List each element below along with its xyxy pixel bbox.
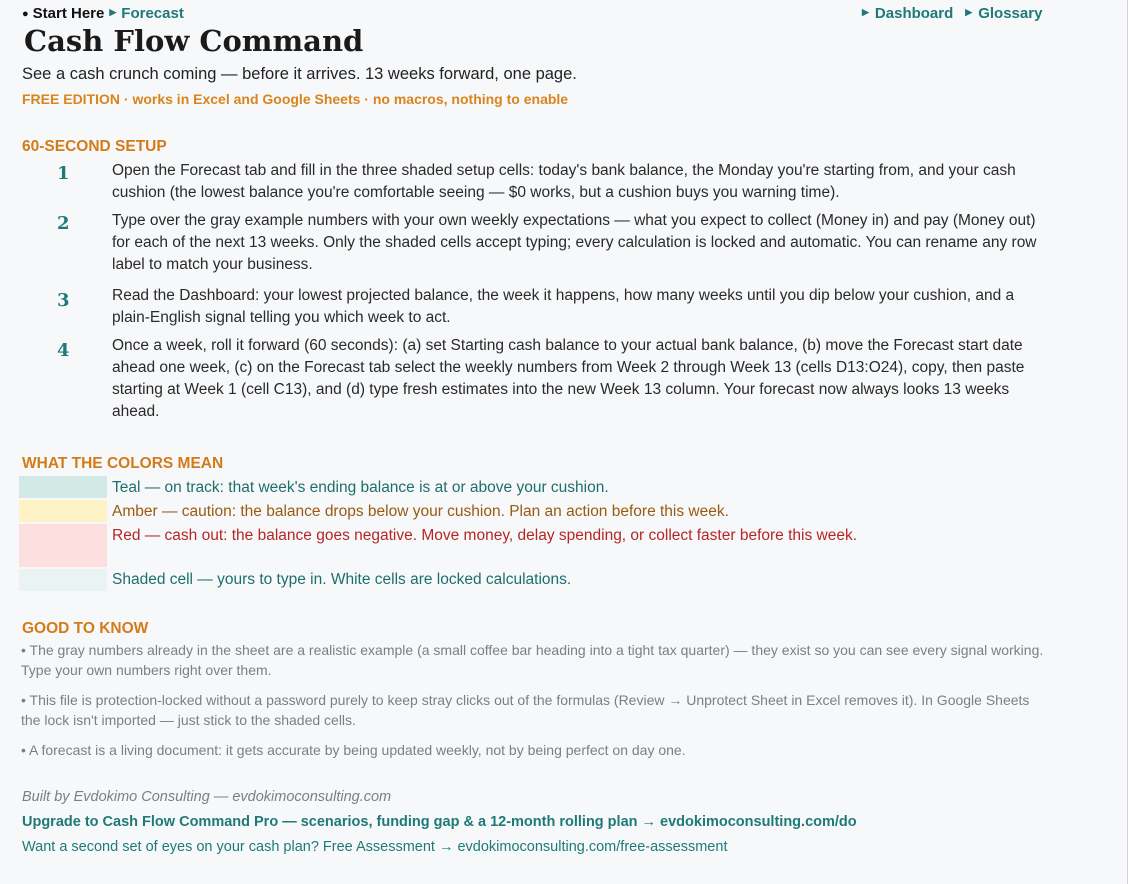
triangle-right-icon: ▶	[109, 7, 117, 17]
bullet-dot-icon: ●	[22, 7, 29, 20]
triangle-right-icon: ▶	[862, 7, 869, 17]
red-swatch	[19, 524, 107, 567]
colors-heading: WHAT THE COLORS MEAN	[22, 455, 224, 472]
step-number: 3	[57, 290, 70, 311]
step-text: Type over the gray example numbers with your own weekly expectations — what you expect to collect (Money in) and pay (Money out) for each of the next 13 weeks. Only the shaded cells accept typing; every calculation is locked and automatic. You can rename any row label to match your business.	[112, 212, 1037, 273]
step-text: Open the Forecast tab and fill in the three shaded setup cells: today's bank balance, the Monday you're starting from, and your cash cushion (the lowest balance you're comfortable seeing — $0 works, but a cushion buys you warning time).	[112, 162, 1016, 201]
top-nav-right	[862, 5, 1042, 22]
start-here-label: Start Here	[32, 5, 105, 22]
edition-note: FREE EDITION · works in Excel and Google Sheets · no macros, nothing to enable	[22, 91, 569, 107]
upgrade-link[interactable]: Upgrade to Cash Flow Command Pro — scenarios, funding gap & a 12-month rolling plan → evdokimoconsulting.com/do	[22, 814, 857, 830]
shaded-swatch	[19, 569, 107, 591]
tip-item: • A forecast is a living document: it gets accurate by being updated weekly, not by being perfect on day one.	[21, 742, 686, 758]
tip-item: • This file is protection-locked without a password purely to keep stray clicks out of the formulas (Review → Unprotect Sheet in Excel removes it). In Google Sheets the lock isn't imported — just stick to the shaded cells.	[21, 692, 1030, 728]
dashboard-link[interactable]: Dashboard	[874, 5, 954, 22]
good-to-know-heading: GOOD TO KNOW	[22, 620, 149, 637]
shaded-legend-text: Shaded cell — yours to type in. White cells are locked calculations.	[112, 571, 572, 588]
amber-legend-text: Amber — caution: the balance drops below your cushion. Plan an action before this week.	[112, 503, 729, 520]
free-assessment-link[interactable]: Want a second set of eyes on your cash plan? Free Assessment → evdokimoconsulting.com/free-assessment	[22, 839, 728, 855]
teal-swatch	[19, 476, 107, 498]
red-legend-text: Red — cash out: the balance goes negative. Move money, delay spending, or collect faster before this week.	[112, 527, 857, 544]
top-nav-left	[22, 5, 184, 22]
step-number: 4	[57, 340, 70, 361]
step-number: 2	[57, 213, 70, 234]
page-subtitle: See a cash crunch coming — before it arrives. 13 weeks forward, one page.	[22, 65, 577, 83]
teal-legend-text: Teal — on track: that week's ending balance is at or above your cushion.	[112, 479, 609, 496]
amber-swatch	[19, 500, 107, 522]
tip-item: • The gray numbers already in the sheet are a realistic example (a small coffee bar heading into a tight tax quarter) — they exist so you can see every signal working. Type your own numbers right over them.	[21, 642, 1044, 678]
built-by-credit: Built by Evdokimo Consulting — evdokimoconsulting.com	[22, 789, 392, 805]
triangle-right-icon: ▶	[965, 7, 973, 17]
forecast-link[interactable]: Forecast	[121, 5, 184, 22]
page-title: Cash Flow Command	[24, 24, 364, 58]
glossary-link[interactable]: Glossary	[978, 5, 1043, 22]
step-text: Read the Dashboard: your lowest projected balance, the week it happens, how many weeks until you dip below your cushion, and a plain-English signal telling you which week to act.	[112, 287, 1015, 326]
setup-heading: 60-SECOND SETUP	[22, 138, 167, 155]
step-number: 1	[57, 163, 70, 184]
step-text: Once a week, roll it forward (60 seconds): (a) set Starting cash balance to your actual bank balance, (b) move the Forecast start date ahead one week, (c) on the Forecast tab select the weekly numbers from Week 2 through Week 13 (cells D13:O24), copy, then paste starting at Week 1 (cell C13), and (d) type fresh estimates into the new Week 13 column. Your forecast now always looks 13 weeks ahead.	[112, 337, 1025, 420]
